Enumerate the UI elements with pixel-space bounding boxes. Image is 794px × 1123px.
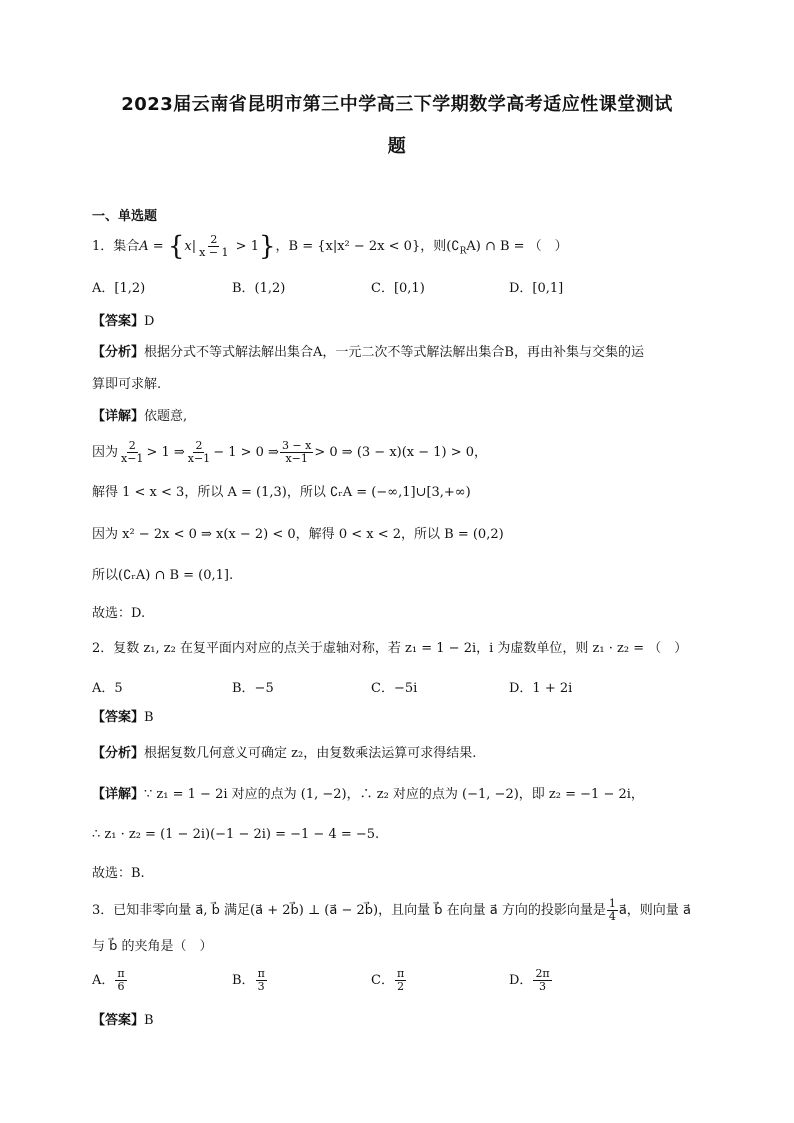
q2-option-b: B．−5 bbox=[232, 681, 274, 696]
q3-opt-c-frac bbox=[395, 968, 406, 993]
q3-option-a bbox=[92, 968, 128, 993]
q3-opt-c-num: π bbox=[396, 967, 405, 980]
q3-answer-tag: 【答案】 bbox=[92, 1013, 145, 1028]
q2-detail-tag: 【详解】 bbox=[92, 787, 145, 802]
q3-stem-fn: 1 bbox=[608, 897, 616, 910]
q3-answer-value: B bbox=[144, 1013, 154, 1028]
q3-option-d bbox=[509, 968, 553, 993]
q1-d2-frac1 bbox=[119, 440, 145, 465]
q3-stem-a: 3．已知非零向量 a⃗, b⃗ 满足(a⃗ + 2b⃗) ⊥ (a⃗ − 2b⃗)，且向量 b⃗ 在向量 a⃗ 方向的投影向量是 bbox=[92, 903, 606, 918]
q3-opt-b-num: π bbox=[257, 967, 265, 980]
q1-d2-f3n: 3 − x bbox=[281, 439, 312, 452]
q3-opt-c-den: 2 bbox=[397, 980, 405, 993]
q3-opt-b-label: B． bbox=[232, 973, 255, 988]
q1-answer bbox=[92, 313, 154, 331]
q2-answer-value: B bbox=[144, 710, 154, 725]
q2-option-a: A．5 bbox=[92, 681, 123, 696]
q3-opt-c-label: C． bbox=[371, 973, 394, 988]
q1-detail-line4: 因为 x² − 2x < 0 ⇒ x(x − 2) < 0，解得 0 < x < 2，所以 B = (0,2) bbox=[92, 527, 504, 542]
q3-opt-a-den: 6 bbox=[117, 980, 125, 993]
q3-stem-b: a⃗，则向量 a⃗ bbox=[618, 903, 691, 918]
q2-choice: 故选：B. bbox=[92, 866, 145, 881]
q1-d2-frac3 bbox=[280, 440, 313, 465]
q1-d2-f1d: x−1 bbox=[121, 452, 144, 465]
q1-detail-line1 bbox=[92, 408, 187, 426]
q1-d2-c: − 1 > 0 ⇒ bbox=[213, 445, 279, 460]
question-3-stem-line1 bbox=[92, 898, 691, 924]
q3-opt-b-den: 3 bbox=[257, 980, 265, 993]
q3-answer bbox=[92, 1012, 154, 1030]
question-3-stem-line2: 与 b⃗ 的夹角是（ ） bbox=[92, 939, 213, 954]
q1-frac-num: 2 bbox=[210, 233, 218, 246]
q2-option-d: D．1 + 2i bbox=[509, 681, 573, 696]
q1-fraction bbox=[197, 234, 230, 259]
q1-analysis-text: 根据分式不等式解法解出集合A，一元二次不等式解法解出集合B，再由补集与交集的运 bbox=[144, 345, 644, 360]
q1-d2-a: 因为 bbox=[92, 445, 119, 460]
q2-detail-line1 bbox=[92, 786, 644, 804]
q3-option-c bbox=[371, 968, 407, 993]
q1-answer-value: D bbox=[144, 314, 155, 329]
q1-left-brace-icon: { bbox=[167, 231, 185, 262]
q1-choice: 故选：D. bbox=[92, 606, 146, 621]
q1-option-c: C．[0,1) bbox=[371, 281, 425, 296]
q1-detail-text: 依题意, bbox=[144, 409, 188, 424]
q1-detail-line5: 所以(∁ᵣA) ∩ B = (0,1]. bbox=[92, 568, 234, 583]
q1-d2-f2d: x−1 bbox=[187, 452, 211, 465]
q3-opt-d-frac bbox=[533, 968, 551, 993]
q1-d2-f1n: 2 bbox=[128, 439, 136, 452]
q3-opt-d-den: 3 bbox=[539, 980, 547, 993]
q2-option-c: C．−5i bbox=[371, 681, 418, 696]
q3-stem-fd: 4 bbox=[608, 910, 616, 923]
question-1-stem bbox=[92, 232, 568, 267]
q1-d2-frac2 bbox=[186, 440, 212, 465]
q1-analysis-line1 bbox=[92, 344, 644, 362]
q1-detail-tag: 【详解】 bbox=[92, 409, 145, 424]
q1-d2-b: > 1 ⇒ bbox=[146, 445, 185, 460]
q2-detail-text: ∵ z₁ = 1 − 2i 对应的点为 (1, −2)，∴ z₂ 对应的点为 (−1, −2)，即 z₂ = −1 − 2i， bbox=[144, 787, 644, 802]
q1-set-a: A bbox=[139, 239, 149, 254]
q2-answer-tag: 【答案】 bbox=[92, 710, 145, 725]
q3-stem-fraction bbox=[607, 898, 618, 923]
q1-eq: = bbox=[148, 239, 168, 254]
q1-d2-f3d: x−1 bbox=[285, 452, 308, 465]
q3-opt-d-label: D． bbox=[509, 973, 533, 988]
q3-opt-d-num: 2π bbox=[535, 967, 550, 980]
q1-analysis-line2: 算即可求解. bbox=[92, 377, 162, 392]
q3-opt-a-num: π bbox=[117, 967, 125, 980]
q1-answer-tag: 【答案】 bbox=[92, 314, 145, 329]
q2-analysis bbox=[92, 745, 476, 763]
q3-opt-a-frac bbox=[115, 968, 126, 993]
q1-option-a: A．[1,2) bbox=[92, 281, 146, 296]
document-title-line2: 题 bbox=[387, 136, 407, 157]
q1-b-part: ，B = {x|x² − 2x < 0}，则(∁ bbox=[275, 239, 460, 254]
q1-option-d: D．[0,1] bbox=[509, 281, 564, 296]
q2-analysis-text: 根据复数几何意义可确定 z₂，由复数乘法运算可求得结果. bbox=[144, 746, 477, 761]
q1-right-brace-icon: } bbox=[258, 231, 276, 262]
q1-frac-den: x − 1 bbox=[199, 246, 229, 259]
q1-detail-line2 bbox=[92, 440, 487, 466]
q3-opt-a-label: A． bbox=[92, 973, 115, 988]
q3-option-b bbox=[232, 968, 268, 993]
q1-tail: A) ∩ B = （ ） bbox=[466, 239, 568, 254]
q1-bar: | bbox=[191, 239, 197, 254]
q2-answer bbox=[92, 709, 154, 727]
q3-opt-b-frac bbox=[256, 968, 267, 993]
q1-analysis-tag: 【分析】 bbox=[92, 345, 145, 360]
section-heading-single-choice: 一、单选题 bbox=[92, 209, 158, 224]
q1-gt1: > 1 bbox=[231, 239, 259, 254]
q1-option-b: B．(1,2) bbox=[232, 281, 286, 296]
document-title-line1: 2023届云南省昆明市第三中学高三下学期数学高考适应性课堂测试 bbox=[121, 94, 673, 115]
q1-d2-f2n: 2 bbox=[195, 439, 203, 452]
q2-detail-line2: ∴ z₁ · z₂ = (1 − 2i)(−1 − 2i) = −1 − 4 = −5. bbox=[92, 827, 380, 842]
q1-sub-r: R bbox=[459, 246, 467, 257]
question-2-stem: 2．复数 z₁, z₂ 在复平面内对应的点关于虚轴对称，若 z₁ = 1 − 2i，i 为虚数单位，则 z₁ · z₂ = （ ） bbox=[92, 641, 688, 656]
q1-prefix: 1．集合 bbox=[92, 239, 140, 254]
q2-analysis-tag: 【分析】 bbox=[92, 746, 145, 761]
q1-detail-line3: 解得 1 < x < 3，所以 A = (1,3)，所以 ∁ᵣA = (−∞,1]∪[3,+∞) bbox=[92, 485, 471, 500]
q1-var-x: x bbox=[184, 239, 192, 254]
q1-d2-d: > 0 ⇒ (3 − x)(x − 1) > 0， bbox=[314, 445, 488, 460]
